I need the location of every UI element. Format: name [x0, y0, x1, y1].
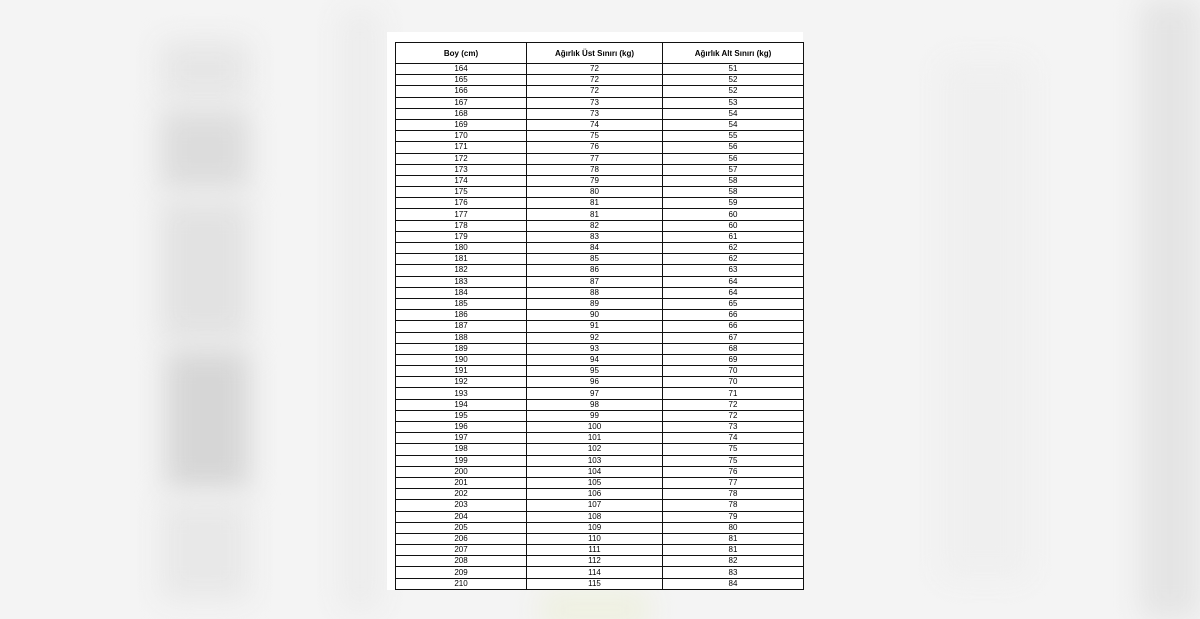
cell-weight-lower: 54 [663, 119, 804, 130]
cell-weight-lower: 62 [663, 243, 804, 254]
table-row [396, 511, 804, 522]
cell-weight-upper: 95 [527, 366, 663, 377]
table-row [396, 578, 804, 589]
cell-weight-lower: 75 [663, 444, 804, 455]
cell-height: 187 [396, 321, 527, 332]
cell-weight-upper: 111 [527, 545, 663, 556]
cell-weight-lower: 53 [663, 97, 804, 108]
cell-weight-upper: 100 [527, 422, 663, 433]
header-height: Boy (cm) [396, 43, 527, 64]
table-row [396, 198, 804, 209]
cell-weight-upper: 105 [527, 477, 663, 488]
cell-weight-upper: 74 [527, 119, 663, 130]
cell-weight-lower: 64 [663, 276, 804, 287]
cell-weight-upper: 108 [527, 511, 663, 522]
table-row [396, 533, 804, 544]
table-row [396, 175, 804, 186]
table-row [396, 86, 804, 97]
table-body [396, 64, 804, 590]
cell-weight-lower: 59 [663, 198, 804, 209]
table-row [396, 209, 804, 220]
table-row [396, 433, 804, 444]
cell-weight-lower: 63 [663, 265, 804, 276]
cell-height: 171 [396, 142, 527, 153]
cell-weight-upper: 81 [527, 209, 663, 220]
cell-height: 196 [396, 422, 527, 433]
cell-weight-upper: 109 [527, 522, 663, 533]
cell-weight-lower: 72 [663, 410, 804, 421]
cell-weight-upper: 77 [527, 153, 663, 164]
cell-height: 199 [396, 455, 527, 466]
cell-height: 203 [396, 500, 527, 511]
cell-weight-lower: 58 [663, 187, 804, 198]
cell-weight-lower: 64 [663, 287, 804, 298]
cell-weight-lower: 67 [663, 332, 804, 343]
cell-weight-upper: 99 [527, 410, 663, 421]
cell-weight-lower: 66 [663, 321, 804, 332]
cell-height: 205 [396, 522, 527, 533]
cell-height: 189 [396, 343, 527, 354]
cell-weight-lower: 73 [663, 422, 804, 433]
cell-weight-lower: 80 [663, 522, 804, 533]
cell-weight-upper: 93 [527, 343, 663, 354]
cell-weight-lower: 52 [663, 86, 804, 97]
cell-height: 165 [396, 75, 527, 86]
cell-weight-upper: 83 [527, 231, 663, 242]
table-row [396, 354, 804, 365]
table-row [396, 410, 804, 421]
cell-weight-upper: 72 [527, 64, 663, 75]
cell-weight-upper: 110 [527, 533, 663, 544]
table-row [396, 422, 804, 433]
cell-weight-lower: 56 [663, 153, 804, 164]
cell-weight-upper: 90 [527, 310, 663, 321]
cell-weight-upper: 89 [527, 298, 663, 309]
table-row [396, 489, 804, 500]
table-row [396, 500, 804, 511]
cell-height: 193 [396, 388, 527, 399]
cell-weight-lower: 55 [663, 131, 804, 142]
cell-weight-lower: 57 [663, 164, 804, 175]
cell-weight-upper: 96 [527, 377, 663, 388]
cell-weight-lower: 54 [663, 108, 804, 119]
cell-weight-lower: 60 [663, 209, 804, 220]
cell-height: 176 [396, 198, 527, 209]
table-row [396, 399, 804, 410]
table-row [396, 108, 804, 119]
cell-height: 201 [396, 477, 527, 488]
table-row [396, 298, 804, 309]
table-row [396, 187, 804, 198]
cell-weight-lower: 76 [663, 466, 804, 477]
cell-weight-lower: 70 [663, 366, 804, 377]
cell-weight-upper: 73 [527, 97, 663, 108]
table-row [396, 477, 804, 488]
cell-weight-lower: 74 [663, 433, 804, 444]
cell-height: 207 [396, 545, 527, 556]
cell-height: 173 [396, 164, 527, 175]
cell-height: 182 [396, 265, 527, 276]
cell-height: 192 [396, 377, 527, 388]
table-row [396, 377, 804, 388]
cell-height: 178 [396, 220, 527, 231]
cell-weight-upper: 92 [527, 332, 663, 343]
table-row [396, 444, 804, 455]
cell-weight-upper: 94 [527, 354, 663, 365]
cell-weight-lower: 79 [663, 511, 804, 522]
cell-weight-upper: 72 [527, 75, 663, 86]
cell-height: 186 [396, 310, 527, 321]
table-row [396, 287, 804, 298]
cell-height: 185 [396, 298, 527, 309]
cell-weight-upper: 101 [527, 433, 663, 444]
cell-weight-upper: 107 [527, 500, 663, 511]
table-row [396, 321, 804, 332]
table-row [396, 153, 804, 164]
cell-height: 208 [396, 556, 527, 567]
table-row [396, 366, 804, 377]
cell-weight-upper: 103 [527, 455, 663, 466]
height-weight-table [395, 42, 804, 590]
table-row [396, 231, 804, 242]
table-row [396, 131, 804, 142]
table-row [396, 522, 804, 533]
cell-weight-lower: 72 [663, 399, 804, 410]
cell-height: 174 [396, 175, 527, 186]
cell-weight-upper: 84 [527, 243, 663, 254]
cell-height: 168 [396, 108, 527, 119]
cell-weight-upper: 85 [527, 254, 663, 265]
table-row [396, 466, 804, 477]
table-row [396, 164, 804, 175]
cell-weight-lower: 81 [663, 533, 804, 544]
cell-weight-upper: 87 [527, 276, 663, 287]
cell-height: 210 [396, 578, 527, 589]
cell-height: 206 [396, 533, 527, 544]
cell-weight-upper: 106 [527, 489, 663, 500]
cell-height: 188 [396, 332, 527, 343]
cell-weight-lower: 56 [663, 142, 804, 153]
table-row [396, 265, 804, 276]
cell-height: 204 [396, 511, 527, 522]
cell-weight-upper: 80 [527, 187, 663, 198]
cell-weight-lower: 77 [663, 477, 804, 488]
document-page [387, 32, 803, 590]
cell-weight-lower: 69 [663, 354, 804, 365]
cell-weight-lower: 81 [663, 545, 804, 556]
cell-height: 179 [396, 231, 527, 242]
cell-weight-lower: 83 [663, 567, 804, 578]
table-row [396, 142, 804, 153]
cell-weight-lower: 71 [663, 388, 804, 399]
table-row [396, 455, 804, 466]
cell-height: 209 [396, 567, 527, 578]
cell-height: 175 [396, 187, 527, 198]
cell-weight-lower: 78 [663, 500, 804, 511]
cell-weight-lower: 84 [663, 578, 804, 589]
cell-weight-upper: 112 [527, 556, 663, 567]
cell-weight-lower: 62 [663, 254, 804, 265]
cell-height: 167 [396, 97, 527, 108]
table-row [396, 310, 804, 321]
cell-weight-upper: 75 [527, 131, 663, 142]
cell-weight-upper: 102 [527, 444, 663, 455]
cell-height: 170 [396, 131, 527, 142]
cell-height: 200 [396, 466, 527, 477]
cell-height: 183 [396, 276, 527, 287]
cell-weight-upper: 88 [527, 287, 663, 298]
cell-height: 184 [396, 287, 527, 298]
cell-weight-upper: 81 [527, 198, 663, 209]
table-row [396, 97, 804, 108]
cell-weight-upper: 78 [527, 164, 663, 175]
cell-height: 202 [396, 489, 527, 500]
cell-weight-lower: 70 [663, 377, 804, 388]
cell-height: 164 [396, 64, 527, 75]
cell-weight-lower: 52 [663, 75, 804, 86]
cell-height: 169 [396, 119, 527, 130]
table-row [396, 343, 804, 354]
cell-weight-lower: 65 [663, 298, 804, 309]
table-row [396, 220, 804, 231]
table-row [396, 254, 804, 265]
table-header-row [396, 43, 804, 64]
cell-height: 195 [396, 410, 527, 421]
cell-weight-lower: 78 [663, 489, 804, 500]
cell-weight-upper: 91 [527, 321, 663, 332]
table-row [396, 567, 804, 578]
table-row [396, 64, 804, 75]
cell-height: 177 [396, 209, 527, 220]
cell-weight-lower: 61 [663, 231, 804, 242]
cell-weight-upper: 73 [527, 108, 663, 119]
header-weight-lower: Ağırlık Alt Sınırı (kg) [663, 43, 804, 64]
cell-weight-lower: 60 [663, 220, 804, 231]
cell-weight-lower: 82 [663, 556, 804, 567]
table-row [396, 388, 804, 399]
cell-height: 180 [396, 243, 527, 254]
cell-weight-upper: 114 [527, 567, 663, 578]
table-row [396, 119, 804, 130]
table-row [396, 75, 804, 86]
cell-weight-upper: 72 [527, 86, 663, 97]
cell-height: 194 [396, 399, 527, 410]
cell-height: 172 [396, 153, 527, 164]
cell-weight-lower: 68 [663, 343, 804, 354]
cell-height: 198 [396, 444, 527, 455]
cell-weight-upper: 98 [527, 399, 663, 410]
table-row [396, 243, 804, 254]
table-row [396, 332, 804, 343]
cell-weight-upper: 76 [527, 142, 663, 153]
table-row [396, 545, 804, 556]
cell-weight-upper: 115 [527, 578, 663, 589]
cell-weight-lower: 75 [663, 455, 804, 466]
cell-weight-upper: 82 [527, 220, 663, 231]
cell-weight-lower: 51 [663, 64, 804, 75]
cell-weight-upper: 97 [527, 388, 663, 399]
table-row [396, 276, 804, 287]
cell-weight-upper: 79 [527, 175, 663, 186]
cell-weight-lower: 58 [663, 175, 804, 186]
cell-height: 191 [396, 366, 527, 377]
header-weight-upper: Ağırlık Üst Sınırı (kg) [527, 43, 663, 64]
cell-weight-upper: 104 [527, 466, 663, 477]
cell-height: 190 [396, 354, 527, 365]
table-row [396, 556, 804, 567]
cell-weight-lower: 66 [663, 310, 804, 321]
cell-height: 197 [396, 433, 527, 444]
cell-weight-upper: 86 [527, 265, 663, 276]
cell-height: 181 [396, 254, 527, 265]
cell-height: 166 [396, 86, 527, 97]
